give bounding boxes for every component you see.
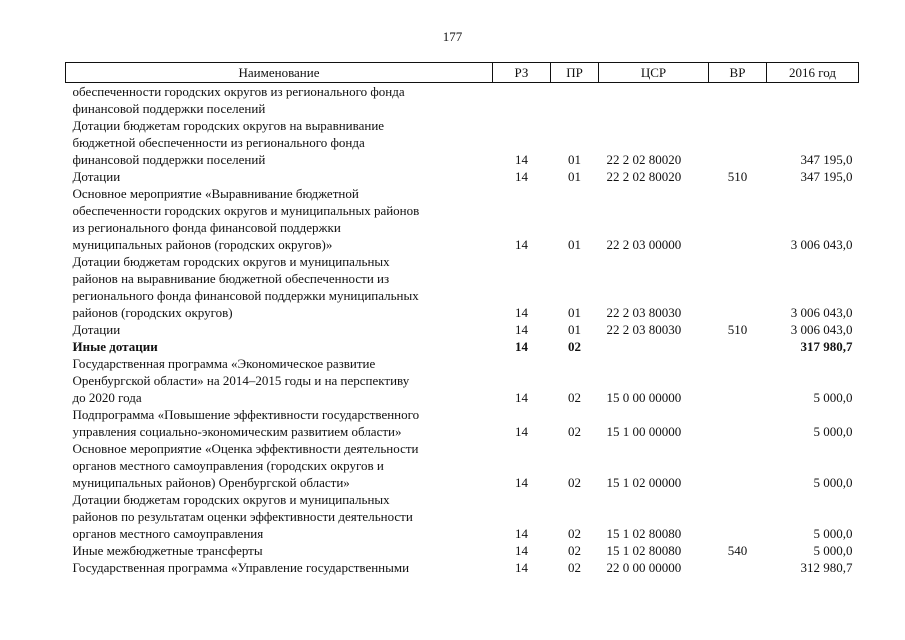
- cell-pr: 02: [568, 560, 581, 575]
- budget-table: [65, 62, 859, 576]
- header-name: Наименование: [66, 63, 493, 83]
- table-row: [66, 491, 859, 542]
- cell-pr: 01: [568, 237, 581, 252]
- cell-name: Иные межбюджетные трансферты: [72, 543, 263, 558]
- table-row: [66, 185, 859, 253]
- cell-pr: 02: [568, 526, 581, 541]
- table-body: [66, 83, 859, 577]
- cell-vr: 540: [727, 543, 748, 558]
- cell-csr: [599, 83, 709, 118]
- table-row: [66, 321, 859, 338]
- cell-csr: 15 1 02 80080: [606, 526, 682, 541]
- cell-amount: 5 000,0: [813, 390, 853, 405]
- cell-rz: 14: [515, 305, 528, 320]
- header-pr: ПР: [551, 63, 599, 83]
- header-vr: ВР: [709, 63, 767, 83]
- table-row: [66, 440, 859, 491]
- table-row: [66, 355, 859, 406]
- cell-csr: [599, 338, 709, 355]
- page-number: 177: [442, 29, 463, 44]
- cell-csr: 22 2 02 80020: [606, 169, 682, 184]
- cell-csr: 15 1 02 00000: [606, 475, 682, 490]
- cell-amount: 347 195,0: [800, 152, 853, 167]
- cell-amount: 5 000,0: [813, 424, 853, 439]
- cell-name: Государственная программа «Управление государственными: [72, 560, 410, 575]
- cell-amount: 5 000,0: [813, 475, 853, 490]
- cell-vr: [709, 83, 767, 118]
- cell-csr: 15 1 02 80080: [606, 543, 682, 558]
- cell-amount: 3 006 043,0: [790, 305, 853, 320]
- cell-csr: 22 2 03 80030: [606, 305, 682, 320]
- cell-name: Подпрограмма «Повышение эффективности государственного управления социально-экономическим развитием области»: [72, 407, 420, 439]
- header-year: 2016 год: [767, 63, 859, 83]
- cell-pr: [551, 83, 599, 118]
- cell-pr: 01: [568, 152, 581, 167]
- cell-pr: 02: [568, 390, 581, 405]
- table-row: [66, 117, 859, 168]
- cell-pr: 02: [568, 339, 581, 354]
- cell-csr: 22 0 00 00000: [606, 560, 682, 575]
- header-csr: ЦСР: [599, 63, 709, 83]
- cell-vr: [709, 559, 767, 576]
- cell-amount: 317 980,7: [800, 339, 853, 354]
- cell-csr: 22 2 03 00000: [606, 237, 682, 252]
- cell-amount: 312 980,7: [800, 560, 853, 575]
- cell-rz: 14: [515, 169, 528, 184]
- cell-rz: 14: [515, 152, 528, 167]
- cell-name: Дотации бюджетам городских округов и муниципальных районов на выравнивание бюджетной обеспеченности из регионального фонда финансовой поддержки муниципальных районов (городских округов): [72, 254, 419, 320]
- cell-csr: 22 2 03 80030: [606, 322, 682, 337]
- cell-name: Иные дотации: [72, 339, 158, 354]
- cell-rz: 14: [515, 237, 528, 252]
- cell-vr: [709, 440, 767, 491]
- cell-pr: 02: [568, 543, 581, 558]
- cell-amount: 5 000,0: [813, 526, 853, 541]
- cell-name: Дотации: [72, 322, 121, 337]
- cell-pr: 02: [568, 424, 581, 439]
- table-row: [66, 168, 859, 185]
- cell-amount: 347 195,0: [800, 169, 853, 184]
- cell-vr: 510: [727, 322, 748, 337]
- table-row: [66, 406, 859, 440]
- cell-rz: 14: [515, 322, 528, 337]
- cell-pr: 02: [568, 475, 581, 490]
- cell-vr: [709, 406, 767, 440]
- cell-pr: 01: [568, 305, 581, 320]
- cell-rz: 14: [515, 339, 528, 354]
- cell-amount: 3 006 043,0: [790, 237, 853, 252]
- table-row: [66, 253, 859, 321]
- cell-amount: 5 000,0: [813, 543, 853, 558]
- cell-vr: [709, 491, 767, 542]
- cell-vr: [709, 355, 767, 406]
- cell-name: Дотации: [72, 169, 121, 184]
- cell-vr: [709, 253, 767, 321]
- cell-rz: 14: [515, 475, 528, 490]
- cell-amount: [767, 83, 859, 118]
- cell-csr: 15 1 00 00000: [606, 424, 682, 439]
- cell-amount: 3 006 043,0: [790, 322, 853, 337]
- cell-rz: 14: [515, 390, 528, 405]
- table-row: [66, 559, 859, 576]
- cell-vr: [709, 185, 767, 253]
- cell-pr: 01: [568, 322, 581, 337]
- cell-rz: 14: [515, 543, 528, 558]
- cell-vr: [709, 117, 767, 168]
- cell-pr: 01: [568, 169, 581, 184]
- cell-name: обеспеченности городских округов из регионального фонда финансовой поддержки поселений: [72, 84, 405, 116]
- table-header: [66, 63, 859, 83]
- table-row: [66, 83, 859, 118]
- cell-name: Дотации бюджетам городских округов на выравнивание бюджетной обеспеченности из регионального фонда финансовой поддержки поселений: [72, 118, 385, 167]
- cell-csr: 22 2 02 80020: [606, 152, 682, 167]
- cell-rz: 14: [515, 526, 528, 541]
- cell-name: Основное мероприятие «Оценка эффективности деятельности органов местного самоуправления (городских округов и муниципальных районов) Оренбургской области»: [72, 441, 419, 490]
- table-row: [66, 338, 859, 355]
- cell-name: Государственная программа «Экономическое развитие Оренбургской области» на 2014–2015 годы и на перспективу до 2020 года: [72, 356, 410, 405]
- cell-name: Дотации бюджетам городских округов и муниципальных районов по результатам оценки эффективности деятельности органов местного самоуправления: [72, 492, 413, 541]
- cell-rz: 14: [515, 424, 528, 439]
- cell-name: Основное мероприятие «Выравнивание бюджетной обеспеченности городских округов и муниципальных районов из регионального фонда финансовой поддержки муниципальных районов (городских округов)»: [72, 186, 420, 252]
- header-rz: РЗ: [493, 63, 551, 83]
- cell-csr: 15 0 00 00000: [606, 390, 682, 405]
- table-row: [66, 542, 859, 559]
- cell-vr: [709, 338, 767, 355]
- cell-rz: 14: [515, 560, 528, 575]
- cell-rz: [493, 83, 551, 118]
- cell-vr: 510: [727, 169, 748, 184]
